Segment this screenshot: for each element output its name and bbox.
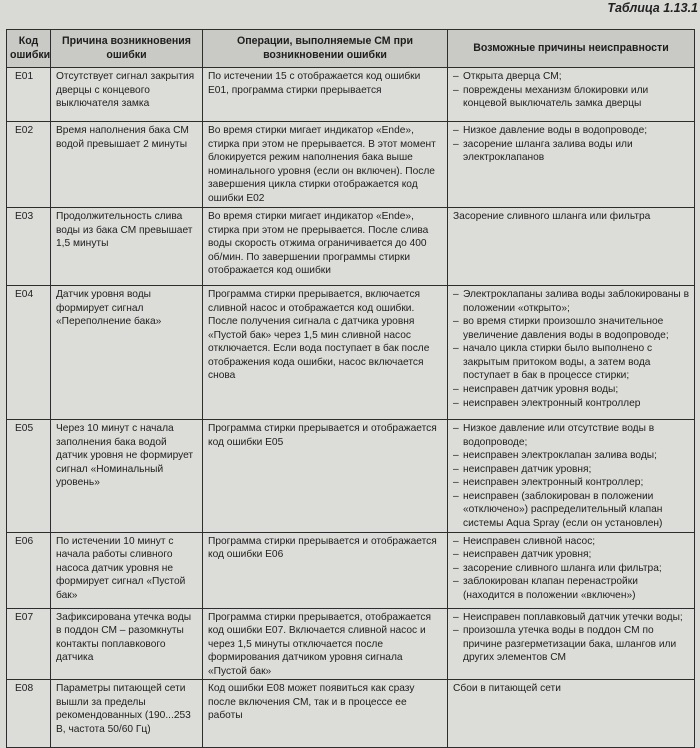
table-row xyxy=(7,532,695,608)
table-row xyxy=(7,122,695,208)
error-code: E04 xyxy=(7,286,51,420)
reasons-list xyxy=(453,124,689,165)
reason-item: Засорение сливного шланга или фильтра xyxy=(453,211,651,222)
table-row xyxy=(7,68,695,122)
reason-item: – повреждены механизм блокировки или концевой выключатель замка дверцы xyxy=(453,84,689,111)
reason-item: – неисправен электроклапан залива воды; xyxy=(453,449,689,463)
reason-item: – неисправен (заблокирован в положении «отключено») распределительный клапан системы Aqua Spray (если он установлен) xyxy=(453,490,689,531)
reason-item: – Неисправен сливной насос; xyxy=(453,535,689,549)
reason-item: – неисправен датчик уровня; xyxy=(453,548,689,562)
error-reasons xyxy=(448,420,695,533)
reason-item: Сбои в питающей сети xyxy=(453,683,561,695)
error-reasons xyxy=(448,208,695,286)
error-code: E01 xyxy=(7,68,51,122)
reason-item: – Низкое давление или отсутствие воды в водопроводе; xyxy=(453,422,689,449)
reason-item: – Неисправен поплавковый датчик утечки воды; xyxy=(453,611,689,625)
header-code: Код ошибки xyxy=(7,30,51,68)
error-cause: Датчик уровня воды формирует сигнал «Переполнение бака» xyxy=(51,286,203,420)
error-code: E03 xyxy=(7,208,51,286)
error-cause: Время наполнения бака СМ водой превышает 2 минуты xyxy=(51,122,203,208)
reason-item: – Электроклапаны залива воды заблокированы в положении «открыто»; xyxy=(453,288,689,315)
error-code: E06 xyxy=(7,532,51,608)
error-code: E08 xyxy=(7,680,51,748)
error-cause: Через 10 минут с начала заполнения бака водой датчик уровня не формирует сигнал «Номинальный уровень» xyxy=(51,420,203,533)
reason-item: – неисправен датчик уровня; xyxy=(453,463,689,477)
header-reasons: Возможные причины неисправности xyxy=(448,30,695,68)
error-reasons xyxy=(448,68,695,122)
error-operations: Программа стирки прерывается и отображается код ошибки E06 xyxy=(203,532,448,608)
error-reasons xyxy=(448,608,695,680)
reason-item: – во время стирки произошло значительное увеличение давления воды в водопроводе; xyxy=(453,315,689,342)
error-reasons xyxy=(448,122,695,208)
reason-item: – произошла утечка воды в поддон СМ по причине разгерметизации бака, шлангов или других элементов СМ xyxy=(453,624,689,665)
error-code: E02 xyxy=(7,122,51,208)
error-operations: Программа стирки прерывается, включается сливной насос и отображается код ошибки. После получения сигнала с датчика уровня «Пустой бак» через 1,5 мин сливной насос отключается. Если вода поступает в бак после отображения кода ошибки, насос включается снова xyxy=(203,286,448,420)
table-row xyxy=(7,286,695,420)
error-code: E05 xyxy=(7,420,51,533)
reason-item: – Низкое давление воды в водопроводе; xyxy=(453,124,689,138)
error-reasons xyxy=(448,286,695,420)
reason-item: – неисправен электронный контроллер; xyxy=(453,476,689,490)
table-row xyxy=(7,680,695,748)
error-cause: Зафиксирована утечка воды в поддон СМ – разомкнуты контакты поплавкового датчика xyxy=(51,608,203,680)
error-cause: Параметры питающей сети вышли за пределы рекомендованных (190...253 В, частота 50/60 Гц) xyxy=(51,680,203,748)
header-cause: Причина возникновения ошибки xyxy=(51,30,203,68)
table-row xyxy=(7,420,695,533)
reasons-list xyxy=(453,70,689,111)
reasons-list xyxy=(453,422,689,531)
reasons-list xyxy=(453,611,689,665)
reason-item: – начало цикла стирки было выполнено с закрытым притоком воды, а затем вода поступает в бак в процессе стирки; xyxy=(453,342,689,383)
error-operations: Программа стирки прерывается и отображается код ошибки E05 xyxy=(203,420,448,533)
table-row xyxy=(7,208,695,286)
error-operations: Во время стирки мигает индикатор «Ende», стирка при этом не прерывается. После слива воды скорость отжима ограничивается до 400 об/мин. По завершении программы стирки отображается код ошибки xyxy=(203,208,448,286)
error-operations: Код ошибки E08 может появиться как сразу после включения СМ, так и в процессе ее работы xyxy=(203,680,448,748)
reason-item: – неисправен датчик уровня воды; xyxy=(453,383,689,397)
header-row xyxy=(7,30,695,68)
error-code: E07 xyxy=(7,608,51,680)
error-reasons xyxy=(448,680,695,748)
error-operations: Во время стирки мигает индикатор «Ende», стирка при этом не прерывается. В этот момент блокируется режим наполнения бака выше номинального уровня (если он включен). После завершения цикла стирки отображается код ошибки E02 xyxy=(203,122,448,208)
reasons-list xyxy=(453,288,689,410)
error-cause: По истечении 10 минут с начала работы сливного насоса датчик уровня не формирует сигнал «Пустой бак» xyxy=(51,532,203,608)
error-operations: Программа стирки прерывается, отображается код ошибки E07. Включается сливной насос и через 1,5 минуты отключается после формирования датчиком уровня сигнала «Пустой бак» xyxy=(203,608,448,680)
table-row xyxy=(7,608,695,680)
reason-item: – засорение сливного шланга или фильтра; xyxy=(453,562,689,576)
error-codes-table xyxy=(6,29,695,748)
reasons-list xyxy=(453,535,689,603)
error-cause: Продолжительность слива воды из бака СМ превышает 1,5 минуты xyxy=(51,208,203,286)
error-operations: По истечении 15 с отображается код ошибки E01, программа стирки прерывается xyxy=(203,68,448,122)
reason-item: – заблокирован клапан перенастройки (находится в положении «включен») xyxy=(453,575,689,602)
error-reasons xyxy=(448,532,695,608)
reason-item: – неисправен электронный контроллер xyxy=(453,397,689,411)
table-caption: Таблица 1.13.1 xyxy=(607,1,698,15)
header-operations: Операции, выполняемые СМ при возникновении ошибки xyxy=(203,30,448,68)
reason-item: – засорение шланга залива воды или электроклапанов xyxy=(453,138,689,165)
error-cause: Отсутствует сигнал закрытия дверцы с концевого выключателя замка xyxy=(51,68,203,122)
reason-item: – Открыта дверца СМ; xyxy=(453,70,689,84)
